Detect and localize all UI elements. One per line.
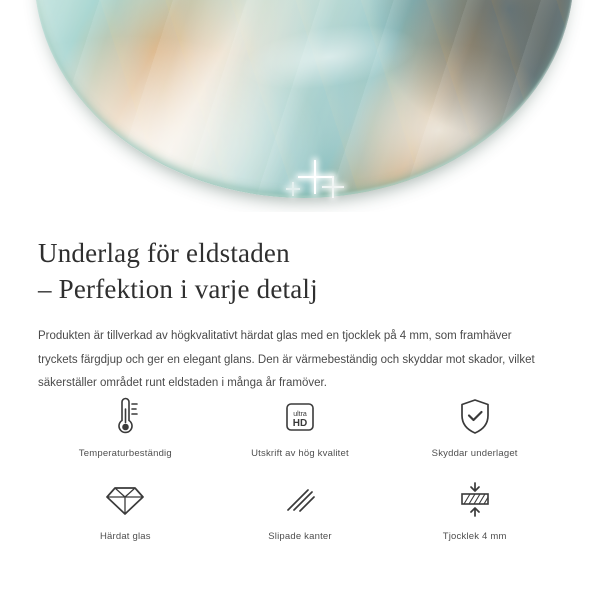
feature-label: Temperaturbeständig xyxy=(78,448,172,459)
ultra-hd-icon xyxy=(278,394,322,440)
shield-check-icon xyxy=(455,394,495,440)
diamond-icon xyxy=(103,477,147,523)
thermometer-icon xyxy=(105,394,145,440)
thickness-arrows-icon xyxy=(453,477,497,523)
page-title-line-2: – Perfektion i varje detalj xyxy=(38,273,318,304)
feature-label: Utskrift av hög kvalitet xyxy=(251,448,349,459)
feature-label: Skyddar underlaget xyxy=(431,448,518,459)
feature-label: Tjocklek 4 mm xyxy=(442,531,507,542)
feature-item-thickness xyxy=(387,477,562,542)
svg-text:HD: HD xyxy=(292,418,308,429)
feature-item-polished-edges xyxy=(213,477,388,542)
product-description: Produkten är tillverkad av högkvalitativt härdat glas med en tjocklek på 4 mm, som framhäver tryckets färgdjup och ger en elegant glans. Den är värmebeständig och skyddar mot skador, vilket säkerställer området runt eldstaden i många år framöver. xyxy=(38,330,535,390)
feature-item-protection xyxy=(387,394,562,459)
page-title xyxy=(0,212,600,307)
svg-text:ultra: ultra xyxy=(293,411,307,418)
feature-item-temperature xyxy=(38,394,213,459)
feature-item-print-quality xyxy=(213,394,388,459)
feature-item-tempered-glass xyxy=(38,477,213,542)
glass-plate-image xyxy=(34,0,574,198)
hero-image xyxy=(0,0,600,212)
feature-label: Slipade kanter xyxy=(268,531,332,542)
page-title-line-1: Underlag för eldstaden xyxy=(38,238,290,268)
feature-grid xyxy=(38,394,562,542)
feature-label: Härdat glas xyxy=(99,531,151,542)
content-block xyxy=(0,212,600,396)
polished-edges-icon xyxy=(278,477,322,523)
